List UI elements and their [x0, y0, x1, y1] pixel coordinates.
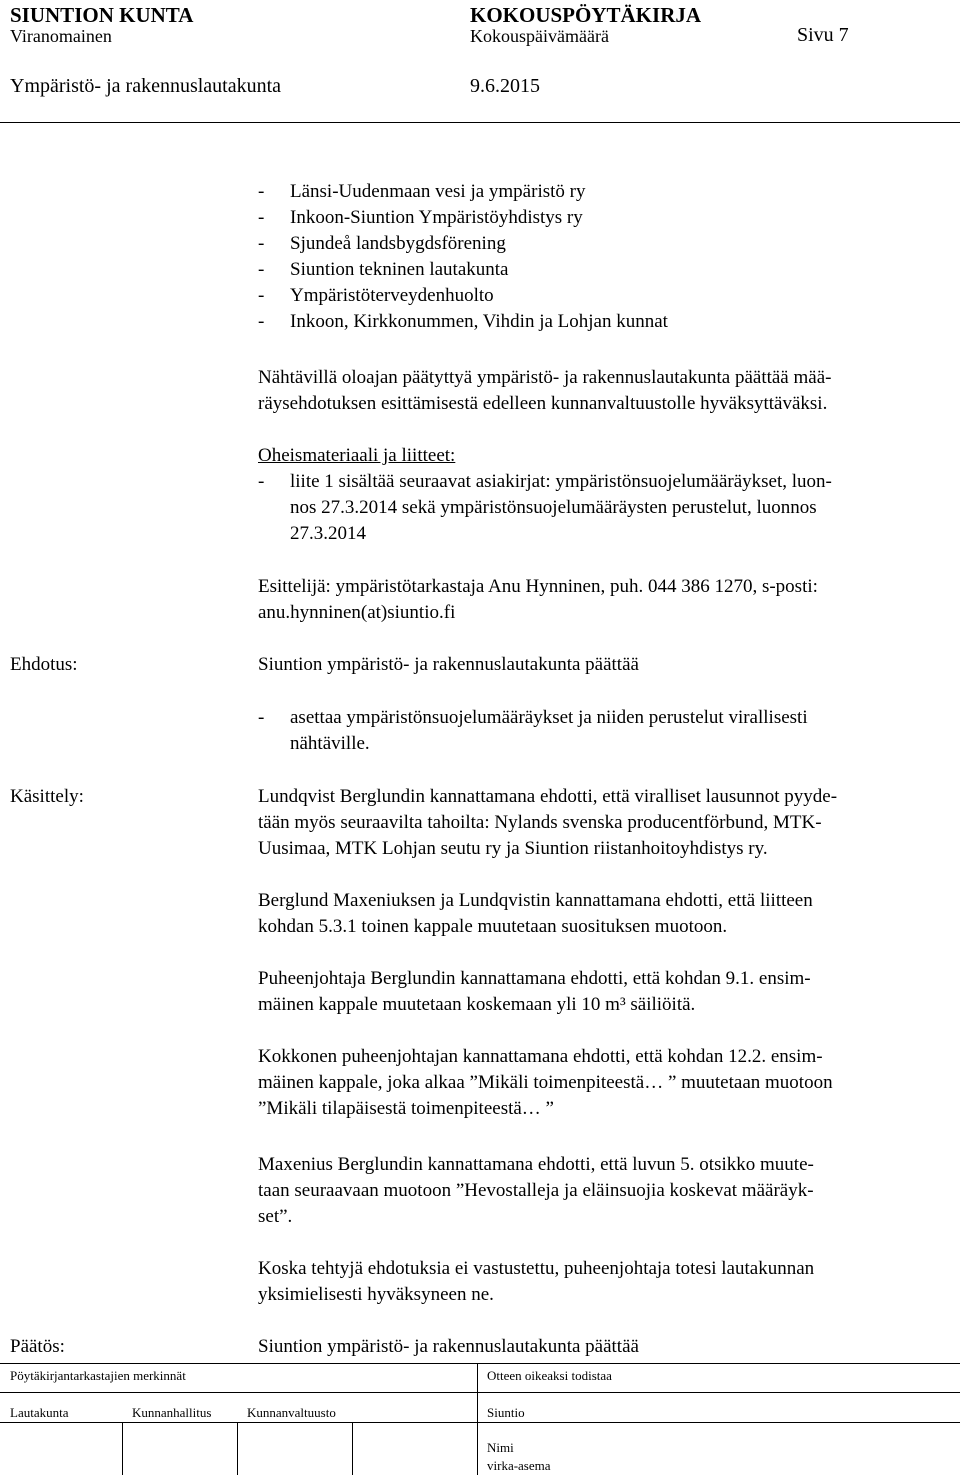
footer-section-divider — [477, 1363, 478, 1475]
handling-line: mäinen kappale, joka alkaa ”Mikäli toimenpiteestä… ” muutetaan muotoon — [258, 1072, 833, 1093]
handling-line: Uusimaa, MTK Lohjan seutu ry ja Siuntion riistanhoitoyhdistys ry. — [258, 838, 768, 859]
decision-lead: Siuntion ympäristö- ja rakennuslautakunta päättää — [258, 1336, 639, 1357]
handling-line: Lundqvist Berglundin kannattamana ehdotti, että viralliset lausunnot pyyde- — [258, 786, 838, 807]
name-label: Nimi — [487, 1440, 514, 1455]
col-lautakunta: Lautakunta — [10, 1405, 69, 1420]
paragraph-line: räysehdotuksen esittämisestä edelleen kunnanvaltuustolle hyväksyttäväksi. — [258, 393, 828, 414]
page-number: Sivu 7 — [797, 24, 849, 46]
handling-line: taan seuraavaan muotoon ”Hevostalleja ja eläinsuojia koskevat määräyk- — [258, 1180, 814, 1201]
handling-line: Koska tehtyjä ehdotuksia ei vastustettu, puheenjohtaja totesi lautakunnan — [258, 1258, 815, 1279]
document-type: KOKOUSPÖYTÄKIRJA — [470, 3, 702, 27]
handling-line: Kokkonen puheenjohtajan kannattamana ehdotti, että kohdan 12.2. ensim- — [258, 1046, 823, 1067]
handling-line: Maxenius Berglundin kannattamana ehdotti, että luvun 5. otsikko muute- — [258, 1154, 814, 1175]
handling-line: Berglund Maxeniuksen ja Lundqvistin kannattamana ehdotti, että liitteen — [258, 890, 813, 911]
handling-line: mäinen kappale muutetaan koskemaan yli 10 m³ säiliöitä. — [258, 994, 696, 1015]
handling-line: set”. — [258, 1206, 293, 1227]
authority-name: Ympäristö- ja rakennuslautakunta — [10, 75, 282, 97]
meeting-date: 9.6.2015 — [470, 75, 540, 97]
proposal-label: Ehdotus: — [10, 654, 78, 675]
footer-row-rule — [0, 1422, 960, 1423]
handling-line: Puheenjohtaja Berglundin kannattamana ehdotti, että kohdan 9.1. ensim- — [258, 968, 811, 989]
attachments-heading: Oheismateriaali ja liitteet: — [258, 445, 456, 466]
handling-line: yksimielisesti hyväksyneen ne. — [258, 1284, 494, 1305]
certify-label: Otteen oikeaksi todistaa — [487, 1368, 612, 1383]
date-label: Kokouspäivämäärä — [470, 26, 609, 46]
decision-label: Päätös: — [10, 1336, 65, 1357]
col-kunnanhallitus: Kunnanhallitus — [132, 1405, 212, 1420]
presenter-email: anu.hynninen(at)siuntio.fi — [258, 602, 456, 623]
header-rule — [0, 122, 960, 123]
footer-col-divider — [352, 1422, 353, 1475]
title-label: virka-asema — [487, 1458, 551, 1473]
handling-line: ”Mikäli tilapäisestä toimenpiteestä… ” — [258, 1098, 554, 1119]
handling-line: kohdan 5.3.1 toinen kappale muutetaan suosituksen muotoon. — [258, 916, 728, 937]
footer-col-divider — [237, 1422, 238, 1475]
authority-label: Viranomainen — [10, 26, 112, 46]
proposal-lead: Siuntion ympäristö- ja rakennuslautakunta päättää — [258, 654, 639, 675]
handling-label: Käsittely: — [10, 786, 84, 807]
col-kunnanvaltuusto: Kunnanvaltuusto — [247, 1405, 336, 1420]
presenter-line: Esittelijä: ympäristötarkastaja Anu Hynninen, puh. 044 386 1270, s-posti: — [258, 576, 818, 597]
handling-line: tään myös seuraavilta tahoilta: Nylands svenska producentförbund, MTK- — [258, 812, 822, 833]
footer-col-divider — [122, 1422, 123, 1475]
footer-top-rule — [0, 1363, 960, 1364]
paragraph-line: Nähtävillä oloajan päätyttyä ympäristö- ja rakennuslautakunta päättää mää- — [258, 367, 832, 388]
footer-mid-rule — [0, 1392, 960, 1393]
reviewers-label: Pöytäkirjantarkastajien merkinnät — [10, 1368, 186, 1383]
org-name: SIUNTION KUNTA — [10, 3, 194, 27]
col-siuntio: Siuntio — [487, 1405, 525, 1420]
